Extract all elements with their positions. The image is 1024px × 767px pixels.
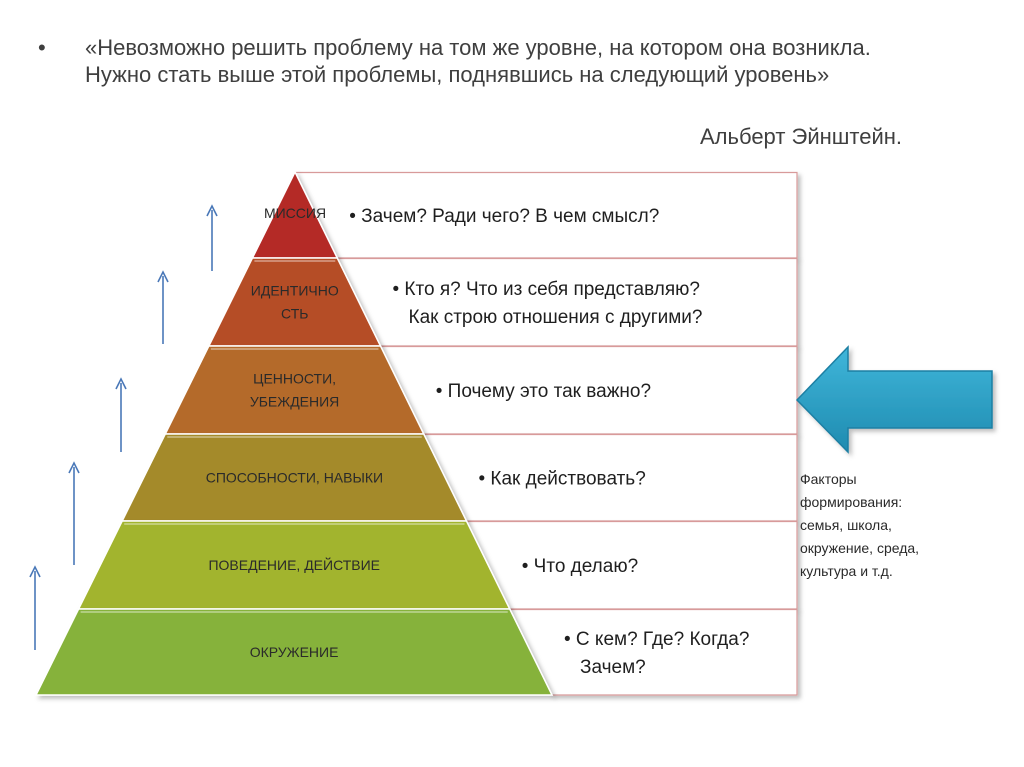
- quote-text: «Невозможно решить проблему на том же уровне, на котором она возникла. Нужно стать выше этой проблемы, поднявшись на следующий уровень»: [85, 35, 871, 87]
- question-text: • Что делаю?: [521, 556, 639, 577]
- level-label: ЦЕННОСТИ,: [253, 370, 337, 387]
- pyramid-level: [165, 346, 423, 434]
- level-label: МИССИЯ: [263, 205, 327, 221]
- factors-line: культура и т.д.: [800, 563, 893, 579]
- question-row: [337, 259, 797, 347]
- level-label: СПОСОБНОСТИ, НАВЫКИ: [205, 469, 384, 486]
- factors-line: Факторы: [800, 471, 857, 487]
- quote-author: Альберт Эйнштейн.: [700, 124, 903, 149]
- up-arrow-icon: [207, 206, 217, 271]
- quote-bullet: •: [38, 35, 46, 60]
- factors-line: формирования:: [800, 494, 903, 510]
- question-text: Зачем?: [580, 657, 646, 678]
- question-text: • Как действовать?: [478, 468, 646, 490]
- question-text: Как строю отношения с другими?: [408, 307, 703, 328]
- level-label: ПОВЕДЕНИЕ, ДЕЙСТВИЕ: [208, 557, 381, 573]
- up-arrow-icon: [116, 379, 126, 452]
- level-label: СТЬ: [281, 305, 309, 322]
- level-label: ИДЕНТИЧНО: [250, 282, 339, 299]
- question-text: • Кто я? Что из себя представляю?: [392, 279, 700, 300]
- question-row: [510, 610, 797, 696]
- level-label: ОКРУЖЕНИЕ: [249, 644, 339, 660]
- up-arrow-icon: [30, 567, 40, 650]
- left-arrow-icon: [797, 347, 992, 452]
- factors-line: окружение, среда,: [800, 540, 920, 556]
- formation-factors: [800, 468, 1000, 583]
- level-label: УБЕЖДЕНИЯ: [249, 393, 340, 410]
- factors-line: семья, школа,: [800, 517, 892, 533]
- question-text: • Зачем? Ради чего? В чем смысл?: [349, 206, 660, 227]
- up-arrow-icon: [158, 272, 168, 344]
- up-arrow-icon: [69, 463, 79, 565]
- question-text: • Почему это так важно?: [435, 381, 652, 402]
- question-text: • С кем? Где? Когда?: [564, 629, 750, 650]
